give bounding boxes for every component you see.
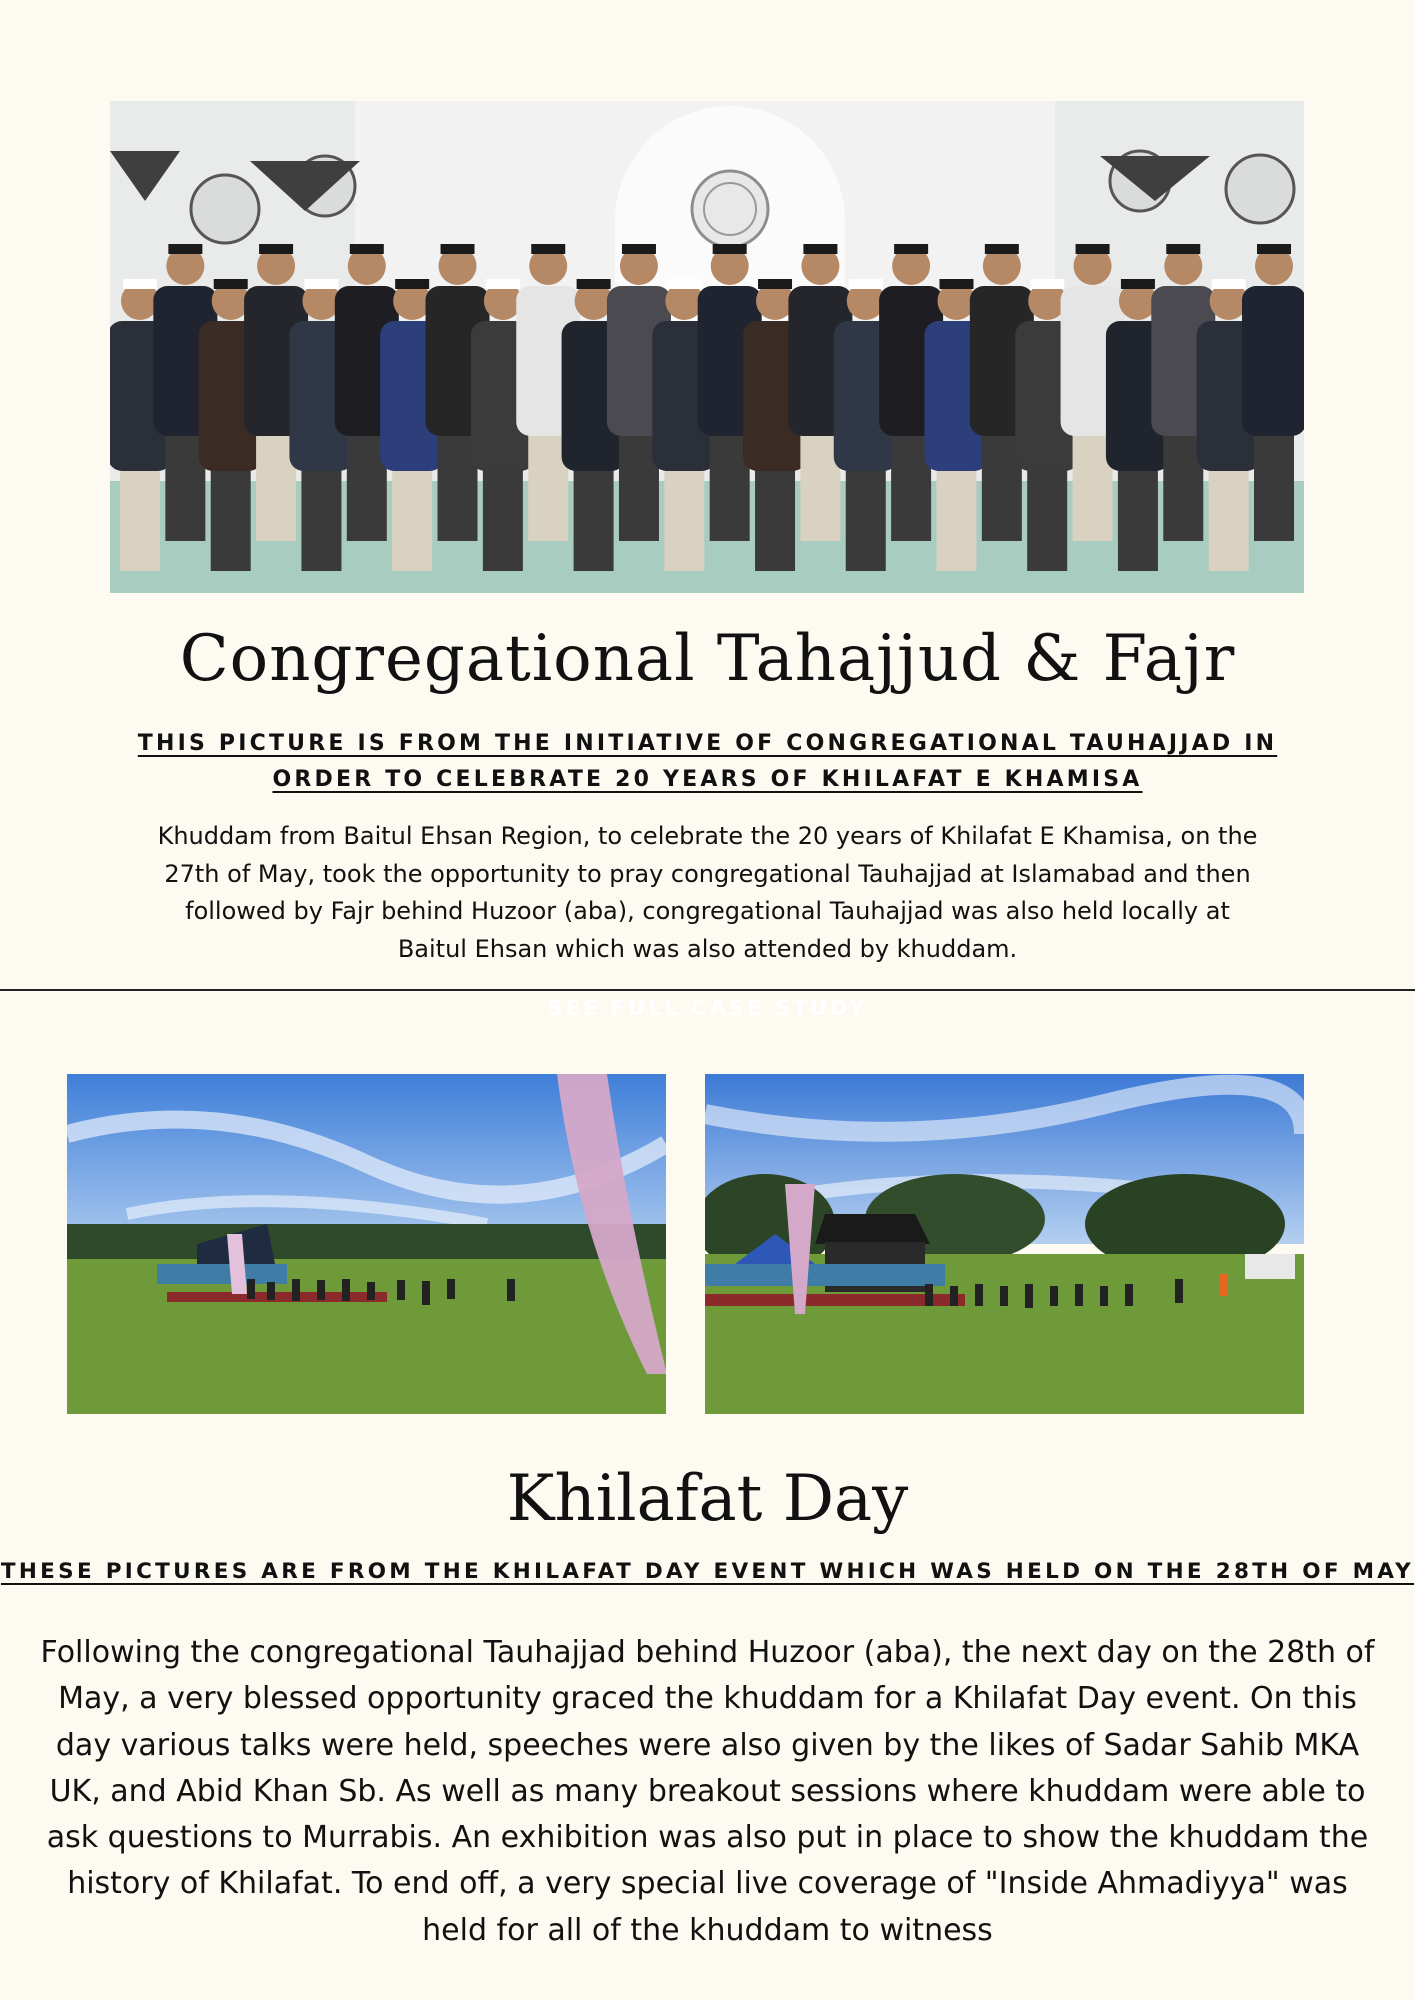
- section-subtitle-khilafat-day: THESE PICTURES ARE FROM THE KHILAFAT DAY EVENT WHICH WAS HELD ON THE 28TH OF MAY: [0, 1559, 1415, 1584]
- section-subtitle-tahajjud: THIS PICTURE IS FROM THE INITIATIVE OF CONGREGATIONAL TAUHAJJAD IN ORDER TO CELEBRATE 20 YEARS OF KHILAFAT E KHAMISA: [137, 731, 1278, 792]
- section-title-tahajjud: Congregational Tahajjud & Fajr: [179, 622, 1236, 696]
- section-divider: [0, 989, 1415, 991]
- event-photo-left: [67, 1074, 666, 1414]
- event-photo-right: [705, 1074, 1304, 1414]
- section-title-khilafat-day: Khilafat Day: [506, 1462, 909, 1536]
- section-body-khilafat-day: Following the congregational Tauhajjad behind Huzoor (aba), the next day on the 28th of May, a very blessed opportunity graced the khuddam for a Khilafat Day event. On this day various talks were held, speeches were also given by the likes of Sadar Sahib MKA UK, and Abid Khan Sb. As well as many breakout sessions where khuddam were able to ask questions to Murrabis. An exhibition was also put in place to show the khuddam the history of Khilafat. To end off, a very special live coverage of "Inside Ahmadiyya" was held for all of the khuddam to witness: [40, 1635, 1375, 1948]
- group-photo: [110, 101, 1304, 593]
- case-study-link[interactable]: SEE FULL CASE STUDY: [547, 996, 868, 1020]
- section-body-tahajjud: Khuddam from Baitul Ehsan Region, to celebrate the 20 years of Khilafat E Khamisa, on the 27th of May, took the opportunity to pray congregational Tauhajjad at Islamabad and then followed by Fajr behind Huzoor (aba), congregational Tauhajjad was also held locally at Baitul Ehsan which was also attended by khuddam.: [157, 822, 1258, 963]
